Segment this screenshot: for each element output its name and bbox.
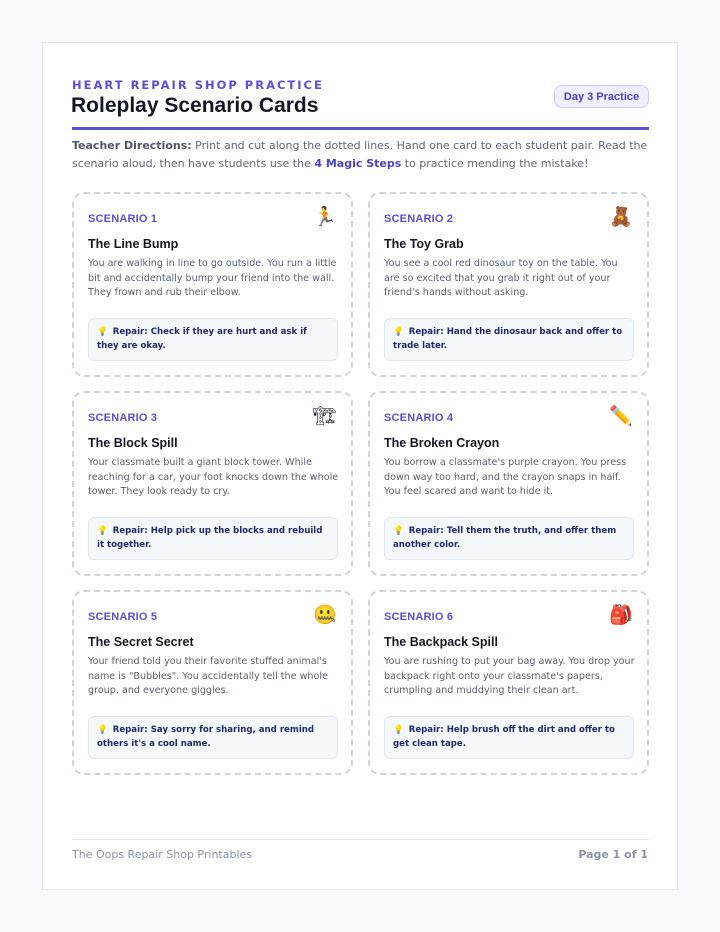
repair-prefix: Repair:: [408, 725, 444, 735]
scenario-body: You see a cool red dinosaur toy on the table. You are so excited that you grab it right out of your friend's hands without asking.: [384, 258, 618, 299]
repair-prefix: Repair:: [408, 526, 444, 536]
scenario-title: The Line Bump: [88, 237, 179, 251]
lightbulb-icon: 💡: [97, 725, 108, 735]
scenario-title: The Backpack Spill: [384, 635, 498, 649]
repair-text: Tell them the truth, and offer them another color.: [393, 526, 617, 550]
lightbulb-icon: 💡: [97, 526, 108, 536]
scenario-card: [368, 391, 649, 576]
repair-prefix: Repair:: [112, 526, 148, 536]
scenario-card: [368, 192, 649, 377]
scenario-label: SCENARIO 2: [384, 213, 454, 225]
scenario-title: The Toy Grab: [384, 237, 464, 251]
scenario-label: SCENARIO 4: [384, 412, 454, 424]
footer-divider: [72, 839, 649, 840]
repair-text: Check if they are hurt and ask if they are okay.: [97, 327, 307, 351]
scenario-label: SCENARIO 5: [88, 611, 158, 623]
crane-icon: 🏗: [312, 405, 337, 427]
scenario-body: You borrow a classmate's purple crayon. You press down way too hard, and the crayon snaps in half. You feel scared and want to hide it.: [384, 457, 627, 498]
header-divider: [72, 127, 649, 130]
lightbulb-icon: 💡: [393, 725, 404, 735]
scenario-body: Your classmate built a giant block tower. While reaching for a car, your foot knocks down the whole tower. They look ready to cry.: [88, 457, 339, 498]
repair-prefix: Repair:: [112, 725, 148, 735]
scenario-body: Your friend told you their favorite stuffed animal's name is "Bubbles". You accidentally tell the whole group, and everyone giggles.: [88, 656, 328, 697]
repair-text: Hand the dinosaur back and offer to trade later.: [393, 327, 623, 351]
lightbulb-icon: 💡: [393, 327, 404, 337]
repair-text: Help brush off the dirt and offer to get clean tape.: [393, 725, 615, 749]
directions-text-before: Print and cut along the dotted lines. Hand one card to each student pair. Read the scenario aloud, then have students use the: [72, 139, 648, 170]
scenario-body: You are walking in line to go outside. You run a little bit and accidentally bump your friend into the wall. They frown and rub their elbow.: [88, 258, 337, 299]
scenario-title: The Block Spill: [88, 436, 178, 450]
scenario-card: [368, 590, 649, 775]
scenario-card: [72, 391, 353, 576]
page-number: Page 1 of 1: [578, 848, 648, 861]
scenario-card: [72, 192, 353, 377]
scenario-body: You are rushing to put your bag away. You drop your backpack right onto your classmate's papers, crumpling and muddying their clean art.: [384, 656, 635, 697]
repair-tip: [384, 517, 634, 560]
repair-tip: [88, 318, 338, 361]
repair-tip: [384, 318, 634, 361]
page-kicker: HEART REPAIR SHOP PRACTICE: [72, 78, 324, 92]
backpack-icon: 🎒: [609, 604, 633, 626]
scenario-label: SCENARIO 3: [88, 412, 158, 424]
scenario-title: The Secret Secret: [88, 635, 194, 649]
lightbulb-icon: 💡: [97, 327, 108, 337]
scenario-title: The Broken Crayon: [384, 436, 500, 450]
teacher-directions: [72, 137, 652, 173]
scenario-label: SCENARIO 1: [88, 213, 158, 225]
scenario-label: SCENARIO 6: [384, 611, 454, 623]
repair-tip: [88, 716, 338, 759]
repair-tip: [384, 716, 634, 759]
repair-prefix: Repair:: [112, 327, 148, 337]
day-badge: Day 3 Practice: [554, 85, 649, 108]
page-title: Roleplay Scenario Cards: [71, 94, 319, 117]
footer-brand: The Oops Repair Shop Printables: [72, 848, 253, 861]
teddy-bear-icon: 🧸: [609, 206, 633, 228]
directions-text-after: to practice mending the mistake!: [401, 157, 589, 170]
scenario-card: [72, 590, 353, 775]
worksheet-page: [42, 42, 678, 890]
zipper-mouth-face-icon: 🤐: [313, 604, 337, 626]
repair-text: Say sorry for sharing, and remind others it's a cool name.: [97, 725, 315, 749]
lightbulb-icon: 💡: [393, 526, 404, 536]
repair-prefix: Repair:: [408, 327, 444, 337]
repair-tip: [88, 517, 338, 560]
repair-text: Help pick up the blocks and rebuild it together.: [97, 526, 323, 550]
directions-lead: Teacher Directions:: [72, 139, 192, 152]
pencil-icon: ✏️: [609, 405, 633, 427]
directions-highlight: 4 Magic Steps: [314, 157, 402, 170]
running-person-icon: 🏃: [313, 206, 337, 228]
